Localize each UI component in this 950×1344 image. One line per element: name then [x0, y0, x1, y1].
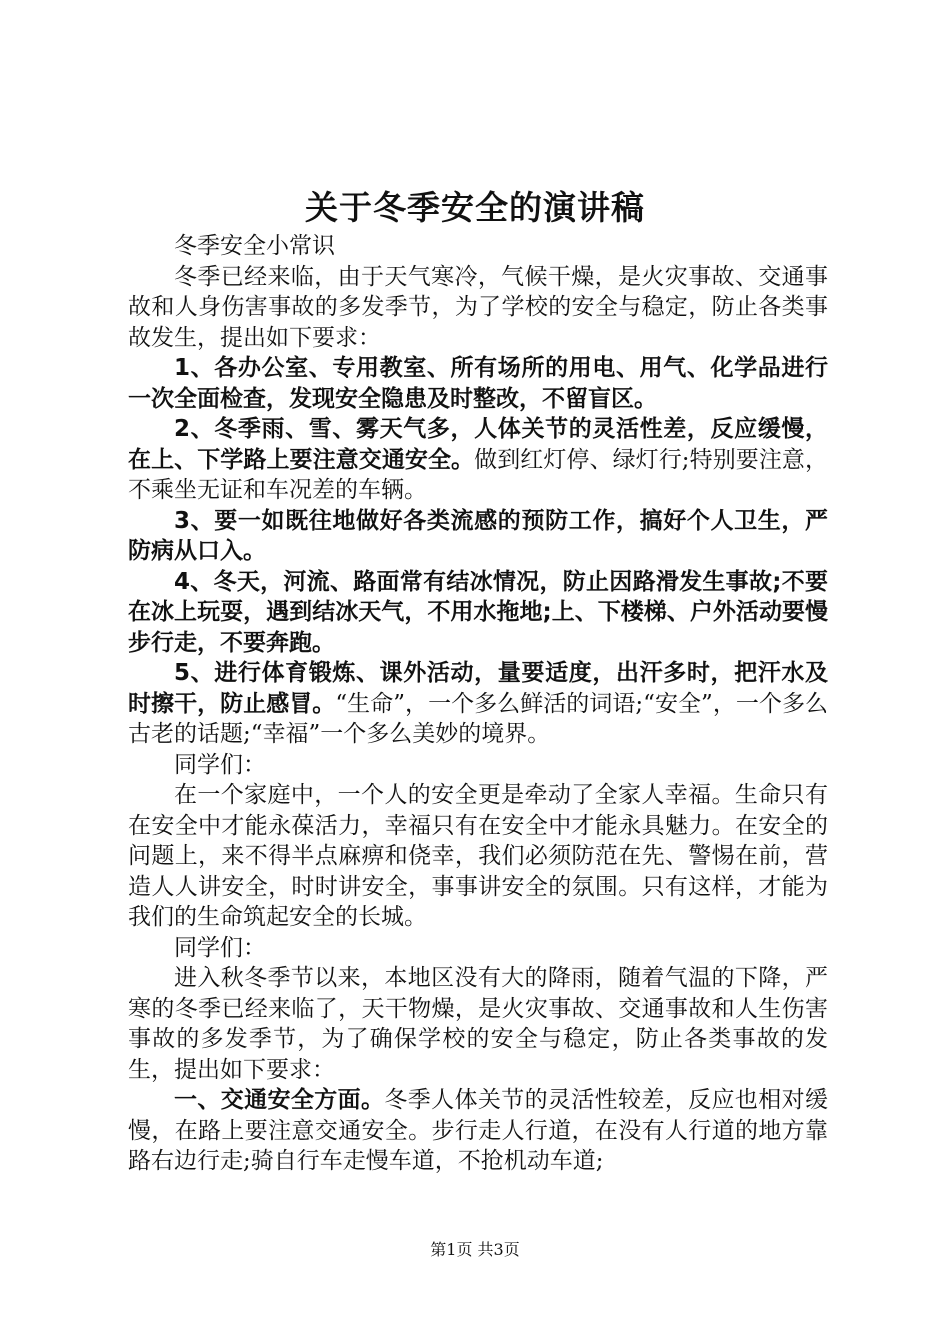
paragraph-9 [128, 780, 828, 933]
paragraph-2 [128, 262, 828, 354]
paragraph-text: 冬季人体关节的灵活性较差，反应也相对缓慢，在路上要注意交通安全。步行走人行道，在没有人行道的地方靠路右边行走;骑自行车走慢车道，不抢机动车道; [128, 1087, 829, 1174]
paragraph-8 [128, 750, 828, 781]
paragraph-6 [128, 567, 828, 659]
paragraph-text: 在一个家庭中，一个人的安全更是牵动了全家人幸福。生命只有在安全中才能永葆活力，幸福只有在安全中才能永具魅力。在安全的问题上，来不得半点麻痹和侥幸，我们必须防范在先、警惕在前，营造人人讲安全，时时讲安全，事事讲安全的氛围。只有这样，才能为我们的生命筑起安全的长城。 [128, 782, 828, 930]
paragraph-text: 冬季安全小常识 [174, 233, 335, 259]
paragraph-bold-text: 5、进行体育锻炼、课外活动，量要适度，出汗多时，把汗水及时擦干，防止感冒。 [128, 660, 828, 717]
paragraph-12 [128, 1085, 828, 1177]
paragraph-4 [128, 414, 828, 506]
paragraph-3 [128, 353, 828, 414]
paragraph-text: 进入秋冬季节以来，本地区没有大的降雨，随着气温的下降，严寒的冬季已经来临了，天干物燥，是火灾事故、交通事故和人生伤害事故的多发季节，为了确保学校的安全与稳定，防止各类事故的发生，提出如下要求： [128, 965, 828, 1083]
document-body [128, 231, 828, 1177]
paragraph-text: 同学们： [174, 751, 266, 778]
paragraph-11 [128, 963, 828, 1085]
paragraph-bold-text: 4、冬天，河流、路面常有结冰情况，防止因路滑发生事故;不要在冰上玩耍，遇到结冰天气，不用水拖地;上、下楼梯、户外活动要慢步行走，不要奔跑。 [128, 568, 828, 656]
paragraph-10 [128, 933, 828, 964]
paragraph-bold-text: 2、冬季雨、雪、雾天气多，人体关节的灵活性差，反应缓慢，在上、下学路上要注意交通安全。 [128, 416, 828, 473]
paragraph-text: “生命”，一个多么鲜活的词语;“安全”，一个多么古老的话题;“幸福”一个多么美妙的境界。 [128, 690, 828, 747]
paragraph-text: 冬季已经来临，由于天气寒冷，气候干燥，是火灾事故、交通事故和人身伤害事故的多发季节，为了学校的安全与稳定，防止各类事故发生，提出如下要求： [128, 263, 828, 351]
paragraph-text: 同学们： [174, 934, 266, 961]
paragraph-1 [128, 231, 828, 262]
paragraph-bold-text: 3、要一如既往地做好各类流感的预防工作，搞好个人卫生，严防病从口入。 [128, 507, 828, 564]
paragraph-bold-text: 1、各办公室、专用教室、所有场所的用电、用气、化学品进行一次全面检查，发现安全隐患及时整改，不留盲区。 [128, 355, 828, 412]
paragraph-text: 做到红灯停、绿灯行;特别要注意，不乘坐无证和车况差的车辆。 [128, 446, 828, 503]
paragraph-5 [128, 506, 828, 567]
page-footer: 第1页 共3页 [430, 1240, 520, 1259]
paragraph-7 [128, 658, 828, 750]
paragraph-bold-text: 一、交通安全方面。 [174, 1087, 385, 1113]
document-title: 关于冬季安全的演讲稿 [305, 188, 645, 227]
